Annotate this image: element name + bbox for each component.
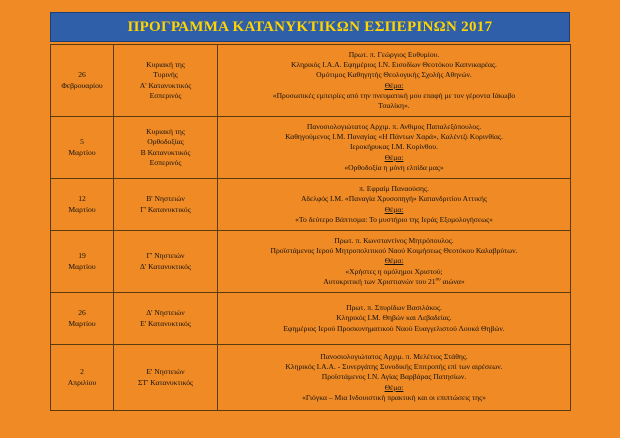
occasion-cell: Δ' Νηστειών Ε' Κατανυκτικός [114, 293, 218, 345]
theme-label: Θέμα: [384, 80, 404, 90]
table-row [51, 231, 571, 293]
details-cell: π. Εφραίμ Παναούσης. Αδελφός Ι.Μ. «Παναγία Χρυσοπηγή» Καπανδριτίου Αττικής Θέμα: «Το δεύτερο Βάπτισμα: Το μυστήριο της Ιεράς Εξομολογήσεως» [218, 179, 571, 231]
schedule-table [50, 44, 571, 411]
page-title: ΠΡΟΓΡΑΜΜΑ ΚΑΤΑΝΥΚΤΙΚΩΝ ΕΣΠΕΡΙΝΩΝ 2017 [50, 12, 570, 42]
date-cell: 5 Μαρτίου [51, 117, 114, 179]
date-cell: 12 Μαρτίου [51, 179, 114, 231]
table-row [51, 179, 571, 231]
theme-label: Θέμα: [384, 382, 404, 392]
details-cell: Πανοσιολογιώτατος Αρχιμ. π. Ανθιμος Παπαλεξόπουλος. Καθηγούμενος Ι.Μ. Παναγίας «Η Πάντων Χαρά», Καλέντζι Κορινθίας. Ιεροκήρυκας Ι.Μ. Κορίνθου. Θέμα: «Ορθοδοξία η μόνη ελπίδα μας» [218, 117, 571, 179]
details-cell: Πρωτ. π. Σπυρίδων Βασιλάκος. Κληρικός Ι.Μ. Θηβών και Λεβαδείας. Εφημέριος Ιερού Προσκυνηματικού Ναού Ευαγγελιστού Λουκά Θηβών. [218, 293, 571, 345]
table-row [51, 293, 571, 345]
details-cell: Πρωτ. π. Κωνσταντίνος Μητρόπουλος. Προϊστάμενος Ιερού Μητροπολιτικού Ναού Κοιμήσεως Θεοτόκου Καλαβρύτων. Θέμα: «Χρήστες η ομόλημοι Χριστού; Αυτοκριτική των Χριστιανών του $21^{o\upsilon}$ αιώνα» [218, 231, 571, 293]
details-cell: Πανοσιολογιώτατος Αρχιμ. π. Μελέτιος Στάθης. Κληρικός Ι.Α.Α. - Συνεργάτης Συνοδικής Επιτροπής επί των αιρέσεων. Προϊστάμενος Ι.Ν. Αγίας Βαρβάρας Πατησίων. Θέμα: «Γιόγκα – Μια Ινδουιστική πρακτική και οι επιπτώσεις της» [218, 345, 571, 411]
theme-label: Θέμα: [384, 152, 404, 162]
theme-label: Θέμα: [384, 204, 404, 214]
occasion-cell: Γ' Νηστειών Δ' Κατανυκτικός [114, 231, 218, 293]
table-row [51, 45, 571, 117]
date-cell: 2 Απριλίου [51, 345, 114, 411]
table-row [51, 345, 571, 411]
date-cell: 26 Φεβρουαρίου [51, 45, 114, 117]
date-cell: 26 Μαρτίου [51, 293, 114, 345]
occasion-cell: Ε' Νηστειών ΣΤ' Κατανυκτικός [114, 345, 218, 411]
details-cell: Πρωτ. π. Γεώργιος Ευθυμίου. Κληρικός Ι.Α.Α. Εφημέριος Ι.Ν. Εισοδίων Θεοτόκου Καπνικαρέας. Ομότιμος Καθηγητής Θεολογικής Σχολής Αθηνών. Θέμα: «Προσωπικές εμπειρίες από την πνευματική μου επαφή με τον γέροντα Ιάκωβο Τσαλίκη». [218, 45, 571, 117]
occasion-cell: Κυριακή της Ορθοδοξίας Β Κατανυκτικός Εσπερινός [114, 117, 218, 179]
theme-label: Θέμα: [384, 256, 404, 266]
occasion-cell: Β' Νηστειών Γ' Κατανυκτικός [114, 179, 218, 231]
date-cell: 19 Μαρτίου [51, 231, 114, 293]
occasion-cell: Κυριακή της Τυρινής Α' Κατανυκτικός Εσπερινός [114, 45, 218, 117]
table-row [51, 117, 571, 179]
